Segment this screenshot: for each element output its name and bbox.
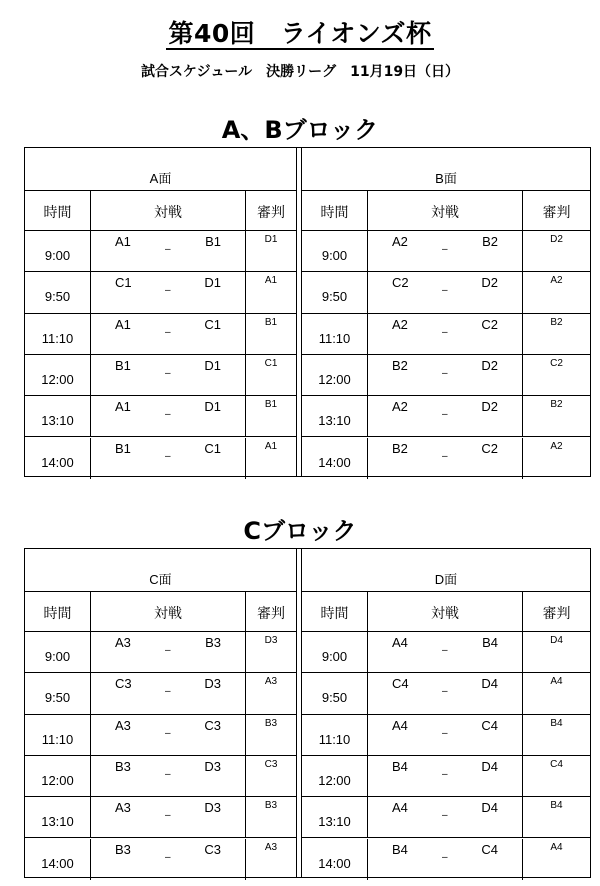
team-1: B2 — [392, 440, 408, 456]
match-cell — [368, 231, 523, 271]
match-row — [25, 396, 296, 437]
column-header-row — [25, 592, 296, 632]
match-cell — [368, 272, 523, 312]
court-name-cell — [25, 148, 296, 191]
referee-team: B2 — [550, 316, 563, 328]
versus-dash: – — [442, 686, 448, 698]
referee-team: B3 — [264, 717, 278, 729]
time-header: 時間 — [320, 605, 349, 621]
time-cell — [302, 396, 368, 436]
referee-cell — [246, 314, 296, 354]
team-1: A3 — [115, 800, 131, 816]
referee-cell — [523, 756, 590, 796]
referee-header: 審判 — [257, 605, 285, 621]
team-1: A1 — [115, 399, 131, 415]
court-name-cell — [302, 148, 590, 191]
match-time: 11:10 — [41, 731, 74, 747]
schedule-table-c — [24, 548, 591, 878]
team-2: C1 — [204, 440, 221, 456]
court-right-section — [301, 148, 590, 476]
referee-team: B3 — [264, 800, 278, 812]
referee-cell — [246, 396, 296, 436]
referee-cell — [246, 715, 296, 755]
match-cell — [368, 438, 523, 479]
match-header: 対戦 — [431, 204, 459, 220]
match-cell — [91, 355, 246, 395]
team-2: B2 — [482, 234, 498, 249]
versus-dash: – — [165, 326, 171, 338]
referee-team: A4 — [550, 841, 563, 853]
team-2: D1 — [204, 399, 221, 415]
match-time: 9:00 — [44, 248, 71, 263]
versus-dash: – — [165, 409, 171, 421]
match-time: 11:10 — [318, 731, 351, 747]
referee-cell — [523, 839, 590, 880]
match-time: 9:00 — [321, 649, 348, 664]
referee-cell — [523, 272, 590, 312]
match-time: 12:00 — [318, 371, 351, 387]
time-cell — [25, 231, 91, 271]
time-header-cell — [25, 191, 91, 230]
match-row — [25, 839, 296, 880]
court-name: C面 — [149, 572, 172, 587]
block-title-ab: A、Bブロック — [221, 116, 379, 144]
match-cell — [91, 314, 246, 354]
team-1: A4 — [392, 800, 408, 816]
versus-dash: – — [165, 450, 171, 462]
versus-dash: – — [165, 645, 171, 656]
team-2: D3 — [204, 758, 221, 774]
match-row — [25, 756, 296, 797]
team-1: A2 — [392, 399, 408, 415]
time-cell — [302, 438, 368, 479]
time-header: 時間 — [43, 605, 72, 621]
time-header-cell — [25, 592, 91, 631]
team-1: A2 — [392, 316, 408, 332]
referee-team: B1 — [264, 399, 278, 411]
referee-team: C1 — [264, 357, 278, 369]
team-1: B4 — [392, 841, 408, 857]
match-row — [302, 438, 590, 479]
court-name: D面 — [434, 572, 458, 587]
match-cell — [368, 673, 523, 713]
time-cell — [302, 632, 368, 672]
referee-cell — [523, 632, 590, 672]
time-cell — [25, 715, 91, 755]
time-cell — [25, 839, 91, 880]
match-time: 12:00 — [41, 371, 74, 387]
schedule-table-ab — [24, 147, 591, 477]
referee-cell — [246, 231, 296, 271]
referee-cell — [246, 673, 296, 713]
time-cell — [302, 355, 368, 395]
versus-dash: – — [165, 768, 171, 780]
versus-dash: – — [165, 851, 171, 863]
versus-dash: – — [165, 244, 171, 255]
match-cell — [368, 839, 523, 880]
block-title-c: Cブロック — [243, 517, 357, 545]
team-2: D4 — [481, 800, 498, 816]
team-1: C3 — [115, 676, 132, 692]
referee-header: 審判 — [542, 204, 571, 220]
team-2: C2 — [481, 316, 498, 332]
match-header-cell — [91, 592, 246, 631]
time-cell — [25, 438, 91, 479]
referee-team: A4 — [550, 676, 563, 688]
time-header: 時間 — [320, 204, 349, 220]
time-cell — [302, 272, 368, 312]
time-cell — [302, 839, 368, 880]
match-cell — [91, 438, 246, 479]
referee-team: D1 — [264, 234, 278, 245]
match-cell — [91, 396, 246, 436]
match-time: 9:50 — [44, 289, 71, 305]
team-2: D2 — [481, 275, 498, 291]
time-cell — [302, 756, 368, 796]
referee-cell — [523, 673, 590, 713]
match-row — [25, 438, 296, 479]
time-cell — [25, 272, 91, 312]
time-cell — [25, 632, 91, 672]
referee-team: A2 — [550, 440, 563, 452]
match-cell — [91, 756, 246, 796]
referee-team: A3 — [264, 841, 278, 853]
document-subtitle: 試合スケジュール 決勝リーグ 11月19日（日） — [140, 64, 460, 80]
match-row — [302, 756, 590, 797]
referee-cell — [523, 396, 590, 436]
match-cell — [91, 231, 246, 271]
court-name-cell — [25, 549, 296, 592]
referee-header-cell — [523, 592, 590, 631]
match-time: 13:10 — [318, 413, 351, 429]
referee-cell — [246, 355, 296, 395]
referee-header-cell — [523, 191, 590, 230]
match-time: 13:10 — [318, 814, 351, 830]
match-cell — [368, 396, 523, 436]
court-name: A面 — [149, 171, 172, 186]
team-1: A3 — [115, 717, 131, 733]
team-2: B4 — [482, 635, 498, 650]
match-cell — [368, 314, 523, 354]
referee-cell — [246, 756, 296, 796]
versus-dash: – — [165, 727, 171, 739]
match-header-cell — [91, 191, 246, 230]
versus-dash: – — [442, 645, 448, 656]
time-cell — [25, 396, 91, 436]
referee-team: C2 — [550, 357, 563, 369]
referee-team: A2 — [550, 275, 563, 287]
time-cell — [302, 715, 368, 755]
match-cell — [368, 715, 523, 755]
referee-team: D2 — [550, 234, 563, 245]
time-cell — [25, 797, 91, 837]
team-2: C3 — [204, 841, 221, 857]
match-cell — [91, 632, 246, 672]
referee-cell — [246, 272, 296, 312]
match-row — [25, 272, 296, 313]
time-cell — [302, 797, 368, 837]
court-name-cell — [302, 549, 590, 592]
match-cell — [368, 632, 523, 672]
versus-dash: – — [442, 244, 448, 255]
team-2: D1 — [204, 357, 221, 373]
team-1: A2 — [392, 234, 408, 249]
team-1: C4 — [392, 676, 409, 692]
match-header-cell — [368, 592, 523, 631]
team-1: A4 — [392, 635, 408, 650]
match-row — [25, 355, 296, 396]
match-row — [25, 673, 296, 714]
team-1: A1 — [115, 316, 131, 332]
team-2: D2 — [481, 357, 498, 373]
team-2: D3 — [204, 676, 221, 692]
match-row — [302, 715, 590, 756]
versus-dash: – — [442, 326, 448, 338]
referee-cell — [246, 632, 296, 672]
team-2: D1 — [204, 275, 221, 291]
time-cell — [302, 231, 368, 271]
time-cell — [302, 673, 368, 713]
referee-header-cell — [246, 592, 296, 631]
versus-dash: – — [442, 851, 448, 863]
match-cell — [91, 797, 246, 837]
match-time: 11:10 — [41, 330, 74, 346]
document-title — [0, 18, 600, 50]
team-2: C2 — [481, 440, 498, 456]
match-header: 対戦 — [154, 204, 182, 220]
referee-team: B4 — [550, 800, 563, 812]
referee-team: C3 — [264, 758, 278, 770]
match-time: 13:10 — [41, 413, 74, 429]
match-row — [25, 231, 296, 272]
time-cell — [25, 756, 91, 796]
match-row — [302, 355, 590, 396]
match-time: 14:00 — [318, 454, 351, 470]
column-header-row — [302, 592, 590, 632]
team-2: C4 — [481, 841, 498, 857]
referee-cell — [246, 438, 296, 479]
match-header: 対戦 — [154, 605, 182, 621]
match-time: 12:00 — [318, 772, 351, 788]
referee-team: B4 — [550, 717, 563, 729]
court-name: B面 — [435, 171, 457, 186]
versus-dash: – — [442, 768, 448, 780]
team-2: C3 — [204, 717, 221, 733]
match-time: 14:00 — [41, 855, 74, 871]
team-1: C1 — [115, 275, 132, 291]
match-time: 9:50 — [321, 289, 348, 305]
team-2: D3 — [204, 800, 221, 816]
match-time: 11:10 — [318, 330, 351, 346]
time-cell — [25, 314, 91, 354]
column-header-row — [302, 191, 590, 231]
match-row — [302, 839, 590, 880]
team-2: D2 — [481, 399, 498, 415]
match-header-cell — [368, 191, 523, 230]
time-header-cell — [302, 191, 368, 230]
referee-cell — [523, 355, 590, 395]
team-1: B4 — [392, 758, 408, 774]
referee-team: D3 — [264, 635, 278, 646]
referee-header: 審判 — [257, 204, 285, 220]
match-row — [25, 715, 296, 756]
team-1: B3 — [115, 758, 131, 774]
match-row — [302, 396, 590, 437]
match-cell — [368, 355, 523, 395]
match-time: 13:10 — [41, 814, 74, 830]
match-row — [25, 314, 296, 355]
match-time: 9:00 — [321, 248, 348, 263]
referee-cell — [523, 231, 590, 271]
versus-dash: – — [165, 686, 171, 698]
referee-team: A1 — [264, 275, 278, 287]
court-left-section — [25, 549, 297, 877]
time-cell — [25, 355, 91, 395]
court-right-section — [301, 549, 590, 877]
team-1: A1 — [115, 234, 131, 249]
match-time: 9:50 — [44, 690, 71, 706]
time-header-cell — [302, 592, 368, 631]
match-time: 14:00 — [41, 454, 74, 470]
column-header-row — [25, 191, 296, 231]
match-row — [302, 231, 590, 272]
time-cell — [25, 673, 91, 713]
match-time: 12:00 — [41, 772, 74, 788]
time-header: 時間 — [43, 204, 72, 220]
team-2: D4 — [481, 676, 498, 692]
team-1: B1 — [115, 357, 131, 373]
match-cell — [91, 839, 246, 880]
match-header: 対戦 — [431, 605, 459, 621]
team-2: D4 — [481, 758, 498, 774]
court-left-section — [25, 148, 297, 476]
referee-team: B2 — [550, 399, 563, 411]
versus-dash: – — [442, 450, 448, 462]
match-row — [302, 632, 590, 673]
referee-cell — [523, 797, 590, 837]
match-row — [302, 314, 590, 355]
referee-header-cell — [246, 191, 296, 230]
team-1: C2 — [392, 275, 409, 291]
referee-team: A1 — [264, 440, 278, 452]
versus-dash: – — [442, 285, 448, 297]
match-row — [302, 673, 590, 714]
team-1: B3 — [115, 841, 131, 857]
team-2: C4 — [481, 717, 498, 733]
referee-cell — [523, 438, 590, 479]
versus-dash: – — [442, 727, 448, 739]
match-row — [25, 797, 296, 838]
match-cell — [368, 756, 523, 796]
team-1: A4 — [392, 717, 408, 733]
match-row — [302, 272, 590, 313]
referee-cell — [523, 314, 590, 354]
referee-team: B1 — [264, 316, 278, 328]
referee-cell — [246, 839, 296, 880]
versus-dash: – — [442, 810, 448, 822]
referee-team: D4 — [550, 635, 563, 646]
team-2: B3 — [205, 635, 221, 650]
versus-dash: – — [442, 367, 448, 379]
match-row — [302, 797, 590, 838]
versus-dash: – — [165, 810, 171, 822]
match-time: 9:00 — [44, 649, 71, 664]
match-cell — [91, 673, 246, 713]
versus-dash: – — [442, 409, 448, 421]
time-cell — [302, 314, 368, 354]
match-cell — [368, 797, 523, 837]
referee-cell — [523, 715, 590, 755]
match-time: 9:50 — [321, 690, 348, 706]
match-row — [25, 632, 296, 673]
team-2: C1 — [204, 316, 221, 332]
match-cell — [91, 272, 246, 312]
team-1: B2 — [392, 357, 408, 373]
referee-cell — [246, 797, 296, 837]
referee-team: C4 — [550, 758, 563, 770]
referee-header: 審判 — [542, 605, 571, 621]
team-1: B1 — [115, 440, 131, 456]
referee-team: A3 — [264, 676, 278, 688]
team-2: B1 — [205, 234, 221, 249]
match-time: 14:00 — [318, 855, 351, 871]
versus-dash: – — [165, 367, 171, 379]
match-cell — [91, 715, 246, 755]
document-title-text: 第40回 ライオンズ杯 — [168, 19, 432, 48]
team-1: A3 — [115, 635, 131, 650]
versus-dash: – — [165, 285, 171, 297]
